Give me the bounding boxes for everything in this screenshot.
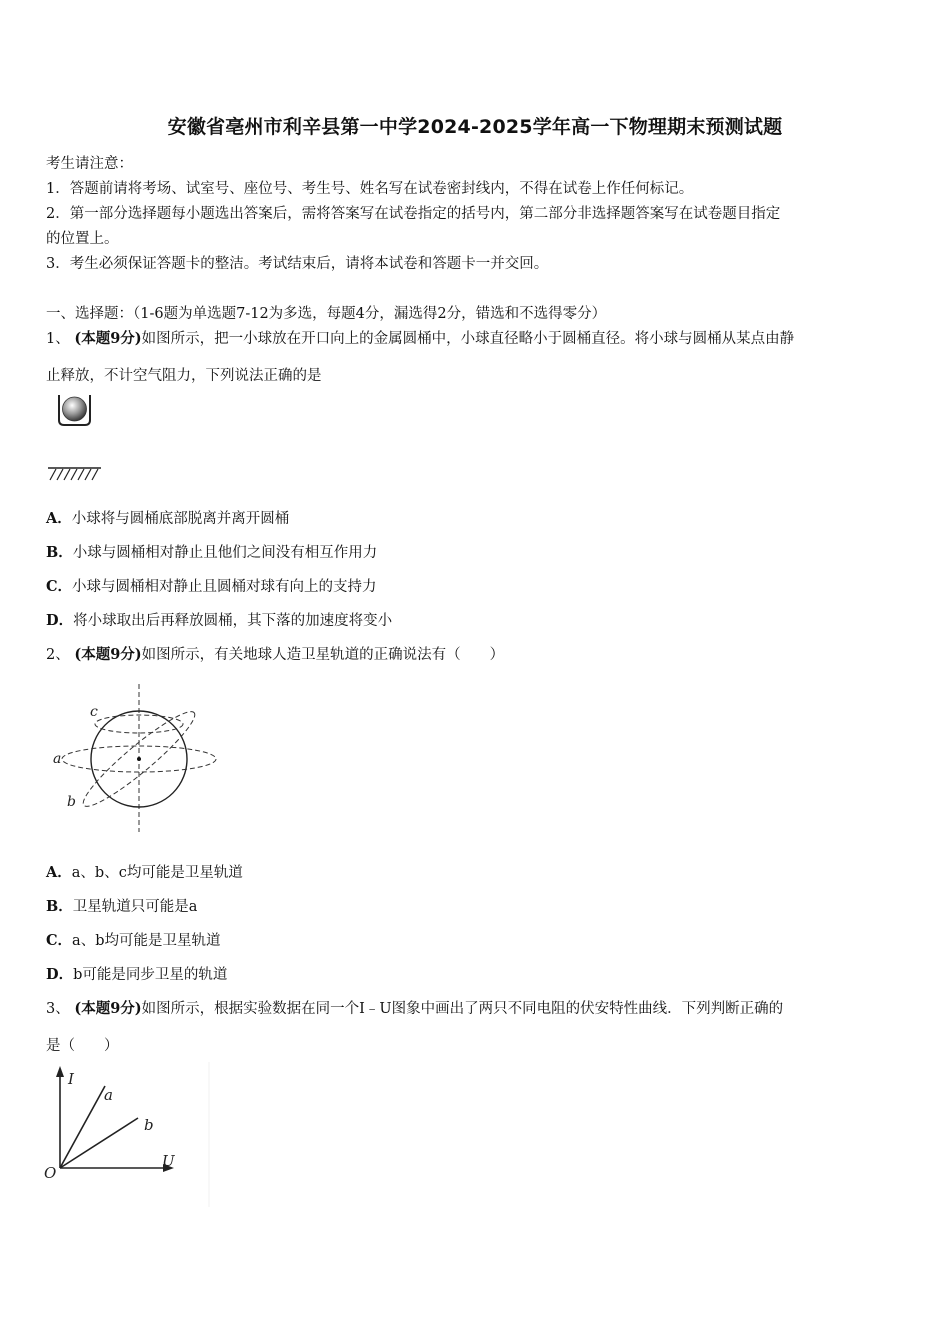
option-text: 小球与圆桶相对静止且圆桶对球有向上的支持力 (72, 579, 377, 595)
i-axis (56, 1066, 64, 1168)
question-1-stem-line2: 止释放，不计空气阻力，下列说法正确的是 (46, 368, 322, 384)
option-text: a、b均可能是卫星轨道 (72, 933, 221, 949)
figure-iu-graph (42, 1062, 212, 1207)
notice-item-3: 3．考生必须保证答题卡的整洁。考试结束后，请将本试卷和答题卡一并交回。 (46, 256, 549, 272)
question-text: 如图所示，把一小球放在开口向上的金属圆桶中，小球直径略小于圆桶直径。将小球与圆桶从某点由静 (141, 331, 795, 347)
option-letter: D． (46, 612, 74, 629)
q2-option-c (46, 929, 220, 950)
question-text: 如图所示，有关地球人造卫星轨道的正确说法有（ ） (141, 647, 505, 663)
notice-item-1: 1．答题前请将考场、试室号、座位号、考生号、姓名写在试卷密封线内，不得在试卷上作任何标记。 (46, 181, 694, 197)
q1-option-a (46, 507, 289, 528)
earth-center (137, 757, 141, 761)
q2-option-a (46, 861, 243, 882)
u-axis (60, 1164, 174, 1172)
question-1-stem (46, 327, 794, 348)
section-heading: 一、选择题：（1-6题为单选题7-12为多选，每题4分，漏选得2分，错选和不选得零分） (46, 306, 607, 322)
option-text: 将小球取出后再释放圆桶，其下落的加速度将变小 (73, 613, 393, 629)
option-letter: B． (46, 898, 73, 915)
page-title: 安徽省亳州市利辛县第一中学2024-2025学年高一下物理期末预测试题 (167, 116, 783, 138)
ground-hatch (50, 469, 98, 480)
q1-option-d (46, 609, 392, 630)
question-score: (本题9分) (74, 330, 142, 347)
orbit-a-label: a (53, 751, 62, 767)
line-b-label: b (144, 1116, 154, 1134)
q2-option-b (46, 895, 197, 916)
figure-satellite-orbits (50, 684, 225, 834)
line-b (60, 1118, 138, 1168)
question-number: 3、 (46, 1001, 70, 1017)
notice-item-2b: 的位置上。 (46, 231, 119, 247)
question-3-stem (46, 997, 783, 1018)
question-2-stem (46, 643, 504, 664)
question-number: 2、 (46, 647, 70, 663)
option-text: 小球将与圆桶底部脱离并离开圆桶 (71, 511, 290, 527)
figure-ball-in-bucket (56, 392, 106, 486)
option-letter: C． (46, 578, 73, 595)
origin-label: O (44, 1164, 57, 1182)
option-text: b可能是同步卫星的轨道 (73, 967, 228, 983)
question-score: (本题9分) (74, 1000, 142, 1017)
line-a-label: a (104, 1086, 113, 1104)
notice-heading: 考生请注意： (46, 156, 133, 172)
option-letter: A． (46, 510, 72, 527)
option-letter: D． (46, 966, 74, 983)
q1-option-b (46, 541, 377, 562)
u-axis-label: U (162, 1152, 175, 1170)
q1-option-c (46, 575, 377, 596)
notice-item-2a: 2．第一部分选择题每小题选出答案后，需将答案写在试卷指定的括号内，第二部分非选择题答案写在试卷题目指定 (46, 206, 781, 222)
question-number: 1、 (46, 331, 70, 347)
line-a (60, 1086, 105, 1168)
question-score: (本题9分) (74, 646, 142, 663)
option-letter: A． (46, 864, 72, 881)
option-text: a、b、c均可能是卫星轨道 (71, 865, 243, 881)
q2-option-d (46, 963, 227, 984)
question-3-stem-line2: 是（ ） (46, 1038, 119, 1054)
option-letter: C． (46, 932, 73, 949)
orbit-b-label: b (67, 794, 76, 810)
option-text: 卫星轨道只可能是a (72, 899, 198, 915)
question-text: 如图所示，根据实验数据在同一个I﹣U图象中画出了两只不同电阻的伏安特性曲线．下列判断正确的 (141, 1001, 784, 1017)
option-text: 小球与圆桶相对静止且他们之间没有相互作用力 (72, 545, 378, 561)
ball (63, 397, 87, 421)
orbit-c-label: c (90, 704, 98, 720)
i-axis-label: I (68, 1070, 74, 1088)
option-letter: B． (46, 544, 73, 561)
